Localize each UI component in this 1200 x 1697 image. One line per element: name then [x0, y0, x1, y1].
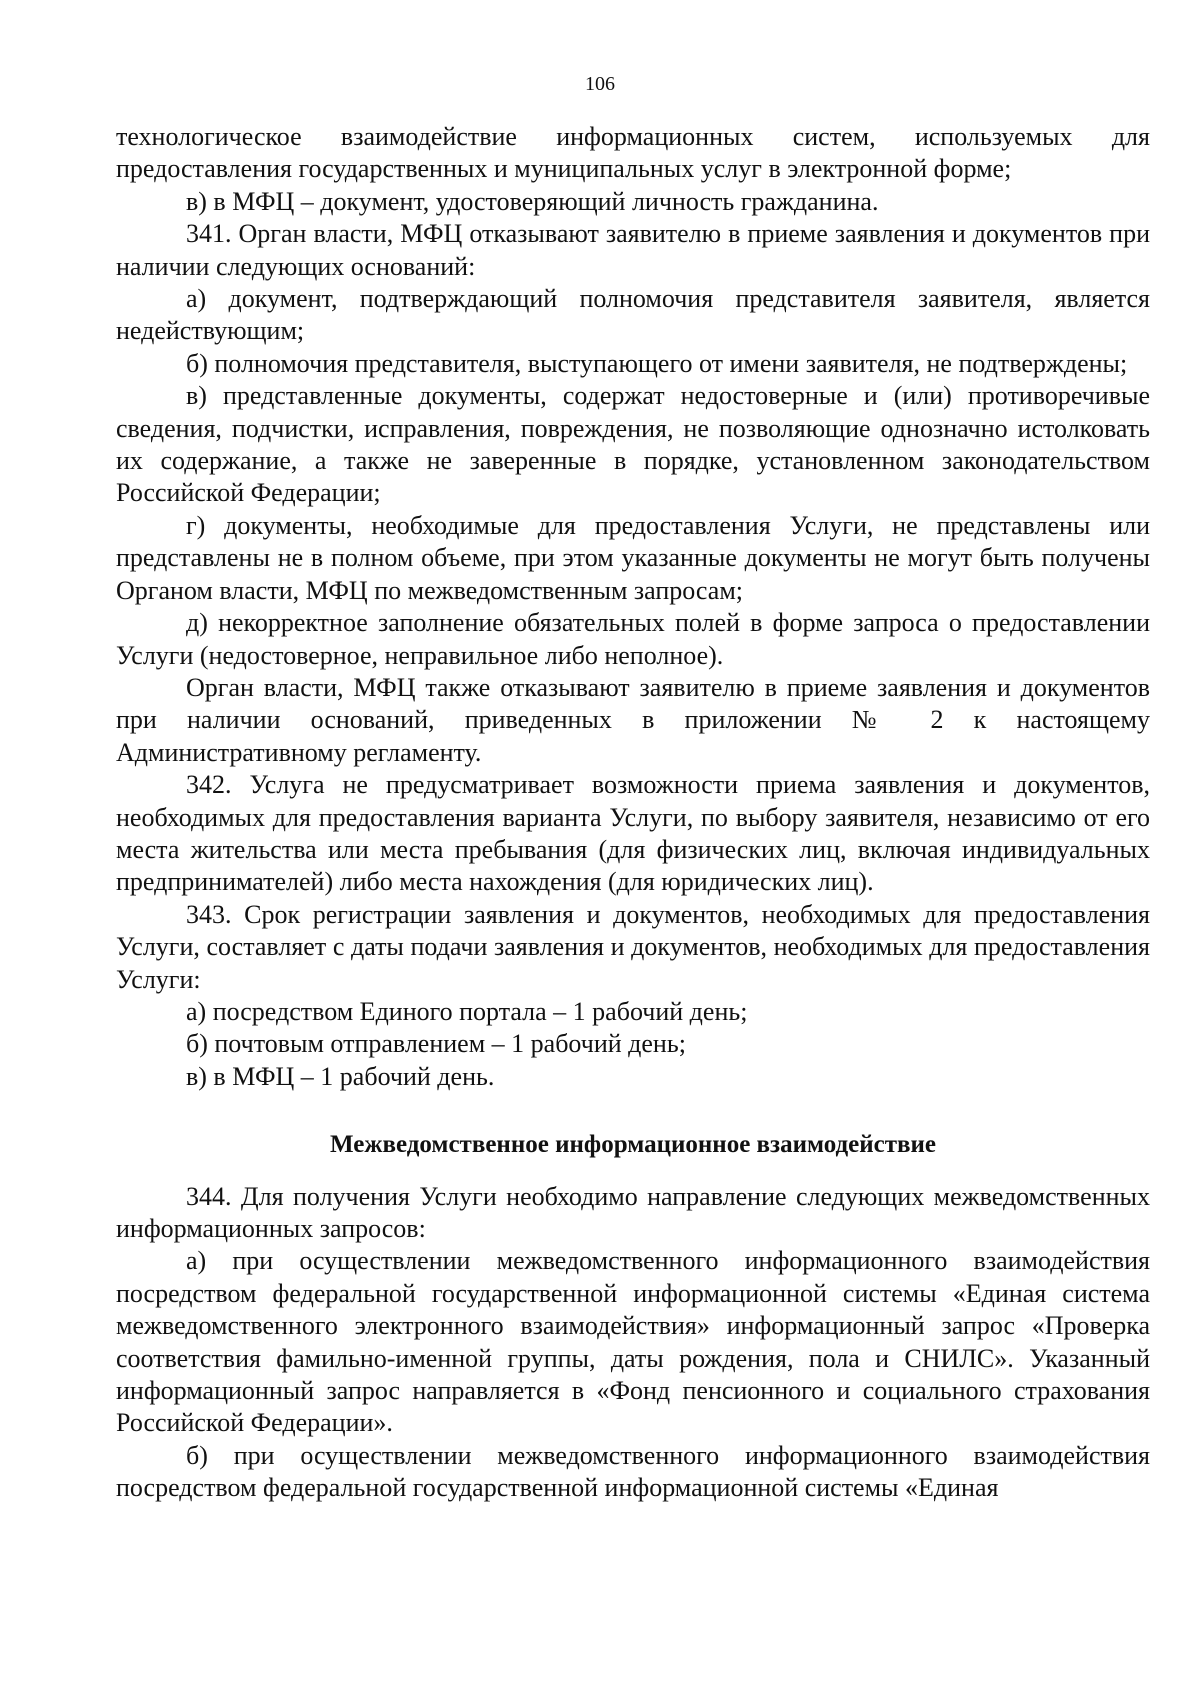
paragraph-item-v: в) представленные документы, содержат недостоверные и (или) противоречивые сведения, подчистки, исправления, повреждения, не позволяющие однозначно истолковать их содержание, а также не заверенные в порядке, установленном законодательством Российской Федерации; [116, 381, 1150, 508]
paragraph-344-item-a: а) при осуществлении межведомственного информационного взаимодействия посредством федеральной государственной информационной системы «Единая система межведомственного электронного взаимодействия» информационный запрос «Проверка соответствия фамильно-именной группы, даты рождения, пола и СНИЛС». Указанный информационный запрос направляется в «Фонд пенсионного и социального страхования Российской Федерации». [116, 1246, 1150, 1438]
paragraph-item-g: г) документы, необходимые для предоставления Услуги, не представлены или представлены не в полном объеме, при этом указанные документы не могут быть получены Органом власти, МФЦ по межведомственным запросам; [116, 510, 1150, 605]
section-heading: Межведомственное информационное взаимодействие [330, 1131, 936, 1159]
paragraph-item-b: б) полномочия представителя, выступающего от имени заявителя, не подтверждены; [186, 348, 1128, 378]
paragraph-343-item-a: а) посредством Единого портала – 1 рабочий день; [186, 996, 748, 1026]
paragraph-item-a: а) документ, подтверждающий полномочия представителя заявителя, является недействующим; [116, 284, 1150, 346]
document-body [116, 121, 1150, 1505]
paragraph-344: 344. Для получения Услуги необходимо направление следующих межведомственных информационных запросов: [116, 1181, 1150, 1243]
paragraph-343-item-v: в) в МФЦ – 1 рабочий день. [186, 1061, 495, 1091]
paragraph-continuation: технологическое взаимодействие информационных систем, используемых для предоставления государственных и муниципальных услуг в электронной форме; [116, 122, 1150, 184]
paragraph-342: 342. Услуга не предусматривает возможности приема заявления и документов, необходимых для предоставления варианта Услуги, по выбору заявителя, независимо от его места жительства или места пребывания (для физических лиц, включая индивидуальных предпринимателей) либо места нахождения (для юридических лиц). [116, 770, 1150, 897]
paragraph-343-item-b: б) почтовым отправлением – 1 рабочий день; [186, 1029, 686, 1059]
paragraph-344-item-b: б) при осуществлении межведомственного информационного взаимодействия посредством федеральной государственной информационной системы «Единая [116, 1440, 1150, 1503]
paragraph-item-v-mfc-identity: в) в МФЦ – документ, удостоверяющий личность гражданина. [186, 186, 879, 216]
paragraph-343: 343. Срок регистрации заявления и документов, необходимых для предоставления Услуги, составляет с даты подачи заявления и документов, необходимых для предоставления Услуги: [116, 899, 1150, 994]
paragraph-item-d: д) некорректное заполнение обязательных полей в форме запроса о предоставлении Услуги (недостоверное, неправильное либо неполное). [116, 608, 1150, 670]
paragraph-341: 341. Орган власти, МФЦ отказывают заявителю в приеме заявления и документов при наличии следующих оснований: [116, 219, 1150, 281]
paragraph-refusal-appendix: Орган власти, МФЦ также отказывают заявителю в приеме заявления и документов при наличии оснований, приведенных в приложении № 2 к настоящему Административному регламенту. [116, 672, 1150, 767]
page-number: 106 [585, 73, 615, 95]
